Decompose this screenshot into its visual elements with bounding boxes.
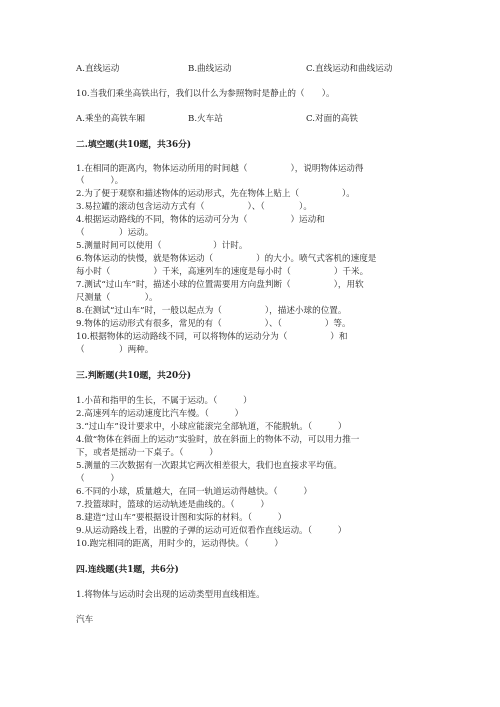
fill-line: 6.物体运动的快慢，就是物体运动（ ）的大小。喷气式客机的速度是 bbox=[76, 254, 377, 264]
fill-line: 8.在测试“过山车”时，一般以起点为（ ），描述小球的位置。 bbox=[76, 306, 347, 316]
q9-option-c: C.直线运动和曲线运动 bbox=[306, 64, 393, 74]
section-fill-blank-title: 二.填空题(共10题，共36分) bbox=[76, 140, 192, 150]
q9-option-a: A.直线运动 bbox=[76, 64, 120, 74]
judge-line: 7.投篮球时，篮球的运动轨迹是曲线的。（ ） bbox=[76, 500, 269, 510]
fill-line: 尺测量（ ）。 bbox=[76, 293, 158, 303]
section-matching-title: 四.连线题(共1题，共6分) bbox=[76, 565, 179, 575]
fill-line: （ ）。 bbox=[76, 176, 124, 186]
q10-option-b: B.火车站 bbox=[188, 114, 223, 124]
judge-line: 4.做“物体在斜面上的运动”实验时，放在斜面上的物体不动，可以用力推一 bbox=[76, 435, 360, 445]
fill-line: （ ）运动。 bbox=[76, 228, 154, 238]
fill-line: 4.根据运动路线的不同，物体的运动可分为（ ）运动和 bbox=[76, 215, 325, 225]
judge-line: 6.不同的小球，质量越大，在同一轨道运动得越快。（ ） bbox=[76, 487, 312, 497]
fill-line: 每小时（ ）千米，高速列车的速度是每小时（ ）千米。 bbox=[76, 267, 369, 277]
matching-item-car: 汽车 bbox=[76, 615, 94, 625]
fill-line: 3.易拉罐的滚动包含运动方式有（ ）、（ ）。 bbox=[76, 202, 312, 212]
judge-line: 下，或者是摇动一下桌子。（ ） bbox=[76, 448, 218, 458]
fill-line: 1.在相同的距离内，物体运动所用的时间越（ ），说明物体运动得 bbox=[76, 164, 364, 174]
q9-option-b: B.曲线运动 bbox=[188, 64, 232, 74]
q10-text: 10.当我们乘坐高铁出行，我们以什么为参照物时是静止的（ ）。 bbox=[76, 89, 335, 99]
judge-line: 8.建造“过山车”要根据设计图和实际的材料。（ ） bbox=[76, 513, 287, 523]
judge-line: （ ） bbox=[76, 474, 119, 484]
judge-line: 5.测量的三次数据有一次跟其它两次相差很大，我们也直接求平均值。 bbox=[76, 461, 343, 471]
fill-line: 2.为了便于观察和描述物体的运动形式，先在物体上贴上（ ）。 bbox=[76, 189, 355, 199]
q10-option-c: C.对面的高铁 bbox=[306, 114, 358, 124]
q9-options bbox=[76, 62, 424, 74]
fill-line: 7.测试“过山车”时，描述小球的位置需要用方向盘判断（ ），用软 bbox=[76, 280, 364, 290]
section-true-false-title: 三.判断题(共10题，共20分) bbox=[76, 371, 192, 381]
matching-instruction: 1.将物体与运动时会出现的运动类型用直线相连。 bbox=[76, 590, 265, 600]
judge-line: 3.“过山车”设计要求中，小球应能滚完全部轨道，不能脱轨。（ ） bbox=[76, 422, 347, 432]
judge-line: 1.小苗和指甲的生长，不属于运动。（ ） bbox=[76, 396, 252, 406]
judge-line: 10.跑完相同的距离，用时少的，运动得快。（ ） bbox=[76, 539, 284, 549]
q10-option-a: A.乘坐的高铁车厢 bbox=[76, 114, 146, 124]
q10-options bbox=[76, 112, 424, 124]
fill-line: （ ）两种。 bbox=[76, 345, 154, 355]
fill-line: 10.根据物体的运动路线不同，可以将物体的运动分为（ ）和 bbox=[76, 332, 348, 342]
fill-line: 5.测量时间可以使用（ ）计时。 bbox=[76, 241, 248, 251]
fill-line: 9.物体的运动形式有很多，常见的有（ ）、（ ）等。 bbox=[76, 319, 351, 329]
judge-line: 2.高速列车的运动速度比汽车慢。（ ） bbox=[76, 409, 244, 419]
judge-line: 9.从运动路线上看，出膛的子弹的运动可近似看作直线运动。（ ） bbox=[76, 526, 347, 536]
